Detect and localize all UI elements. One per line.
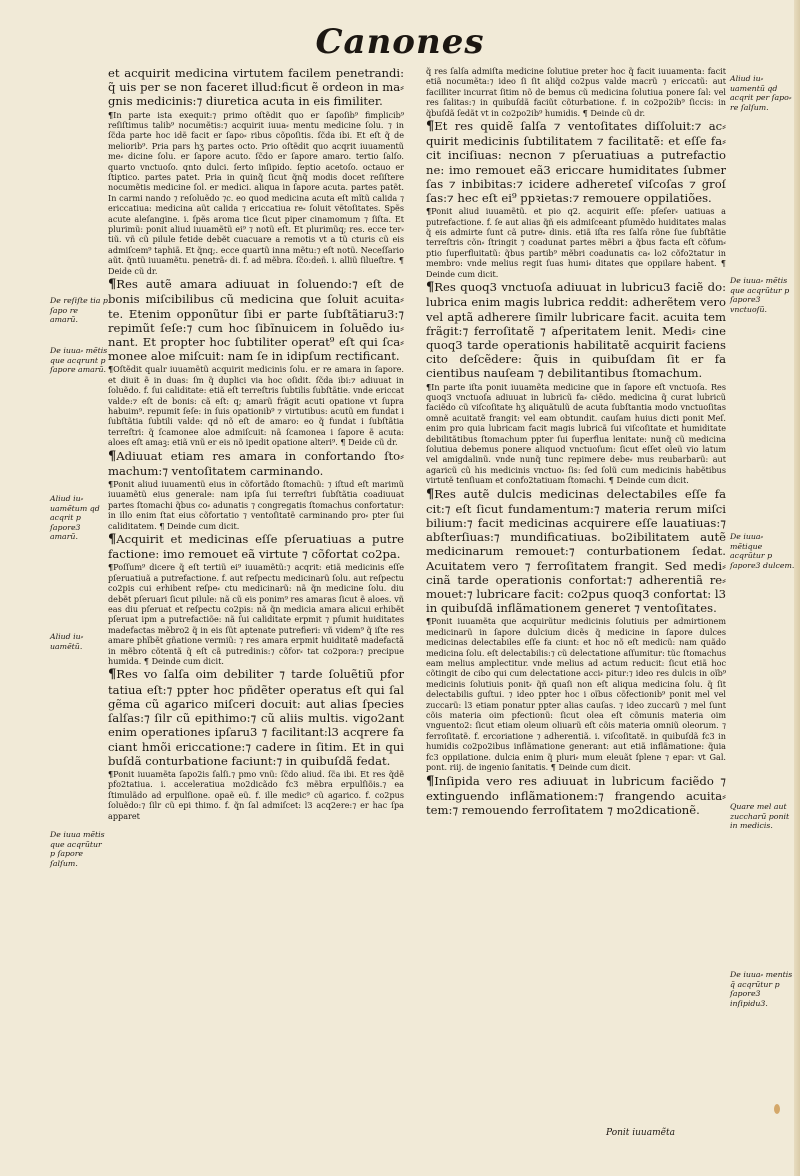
right-paragraph-commentary: [426, 616, 726, 772]
paragraph-text: Ponit iuuamẽta ſapo2is ſalſi.⁊ pmo vnũ: ſc̃do aliud. ſc̃a ibi. Et res q̃dẽ pfo2tatiua. i. acceleratiua mo2dicãdo fc3 mẽbra erpulſiõis.⁊ ea ſtimulãdo ad erpulſione. opaẽ eũ. f. ille medic⁹ cũ agarico. f. co2pus ſoluẽdo:⁊ ſilr cũ epi thimo. f. q̃n ſal admiſcet: l3 acq2ere:⁊ er hac ſpa apparet: [108, 768, 404, 821]
marginal-note: Quare mel aut zuccharũ ponit in medicis.: [730, 802, 790, 831]
ink-smudge: [774, 1104, 780, 1114]
right-marginal-notes: [730, 66, 796, 1126]
paragraph-mark: ¶: [108, 667, 117, 683]
right-paragraph-text: [426, 280, 726, 380]
right-paragraph-commentary: [426, 66, 726, 118]
paragraph-text: Inſipida vero res adiuuat in lubricum faciẽdo ⁊ extinguendo inflãmationem:⁊ frangendo acuita⸗ tem:⁊ remouendo ferroſitatem ⁊ mo2dicationẽ.: [426, 773, 726, 817]
paragraph-mark: ¶: [108, 277, 117, 293]
paragraph-text: et acquirit medicina virtutem facilem penetrandi: q̃ uis per se non faceret illud:ficut ẽ ordeon in ma⸗ gnis medicinis:⁊ diuretica acuta in eis fimiliter.: [108, 66, 404, 109]
left-text-column: [108, 66, 404, 1126]
paragraph-mark: ¶: [426, 486, 435, 502]
marginal-note: De iuua mẽtis que acqrũtur p ſapore ſalſum.: [50, 830, 105, 868]
paragraph-text: Poſſum⁹ dicere q̃ eſt tertiũ ei⁹ iuuamẽtũ:⁊ acqrit: etiã medicinis eſſe pſeruatiuã a putrefactione. f. aut reſpectu medicinarũ ſolu. aut reſpectu co2pis cui erhibent reſpe⸗ ctu medicinarũ: nã q̃n medicine ſolu. diu debẽt pſeruari ſicut pilule: nã cũ eis ponim⁹ res amaras ſicut ẽ aloes. vñ eas diu pſeruat et reſpectu co2pis: nã q̃n medicia amara alicui erhibẽt pſeruat ipm a putrefactiõe: nã ſui caliditate erpmit ⁊ pſumit huiditates madefactas mẽbro2 q̃ in eis ſũt aptenate putrefieri: vñ videm⁹ q̃ iſte res amare phĩbẽt gñatione vermiũ: ⁊ res amara erpmit huiditatẽ madefactã in mẽbro cõtentã q̃ eſt cã putredinis:⁊ cõfor⸗ tat co2pora:⁊ precipue humida. ¶ Deinde cum dicit.: [108, 562, 404, 667]
paragraph-mark: ¶: [108, 532, 117, 548]
marginal-note: De iuua⸗ mẽtis que acqrunt p ſapore amarũ.: [50, 346, 108, 375]
paragraph-mark: ¶: [108, 109, 114, 120]
paragraph-text: q̃ res ſalſa admiſta medicine ſolutiue preter hoc q̃ facit iuuamenta: facit etiã nocumẽta:⁊ ideo ſi ſit aliq̃d co2pus valde macrũ ⁊ ericcatũ: aut facilliter incurrat ſitim nõ de bemus cũ medicina ſolutiua ponere ſal: vel res ſalitas:⁊ in quibuſdã faciũt cõturbatione. f. in co2po2ib⁹ ſiccis: in q̃buſdã ſedãt vt in co2po2ib⁹ humidis. ¶ Deinde cũ dr.: [426, 66, 726, 118]
left-paragraph-text: [108, 532, 404, 561]
left-paragraph-text: [108, 449, 404, 478]
paragraph-text: Res quoq3 vnctuoſa adiuuat in lubricu3 faciẽ do: lubrica enim magis lubrica reddit: adherẽtem vero vel aptã adherere ſimilr lubricare facit. acuita tem frãgit:⁊ ferroſitatẽ ⁊ aſperitatem lenit. Medi⸗ cine quoq3 tarde operationis habilitatẽ acquirit faciens cito deſcẽdere: q̃uis in quibuſdam ſit er fa cientibus nauſeam ⁊ debilitantibus ſtomachum.: [426, 280, 726, 381]
paragraph-mark: ¶: [426, 381, 432, 392]
right-paragraph-text: [426, 119, 726, 205]
left-paragraph-commentary: [108, 364, 404, 447]
marginal-note: Aliud iu⸗ uamẽtum qd acqrit p ſapore3 amarũ.: [50, 494, 100, 542]
paragraph-text: Et res quidẽ ſalſa ⁊ ventoſitates diſſoluit:⁊ ac⸗ quirit medicinis ſubtilitatem ⁊ facilitatẽ: et eſſe fa⸗ cit inciſiuas: necnon ⁊ pſeruatiuas a putrefactio ne: imo remouet eã3 ericcare humiditates ſubmer ſas ⁊ inbibitas:⁊ icidere adhereteſ viſcoſas ⁊ groſ ſas:⁊ hec eſt ei⁹ ppꝛietas:⁊ remouere oppilatiões.: [426, 119, 726, 206]
left-paragraph-commentary: [108, 479, 404, 531]
paragraph-mark: ¶: [426, 119, 435, 135]
right-paragraph-commentary: [426, 382, 726, 486]
paragraph-mark: ¶: [426, 773, 435, 789]
paragraph-mark: ¶: [426, 206, 432, 217]
marginal-note: De iuua⸗ mẽtique acqrũtur p ſapore3 dulcem.: [730, 532, 795, 570]
left-paragraph-text: [108, 277, 404, 363]
paragraph-text: Res autẽ dulcis medicinas delectabiles eſſe fa cit:⁊ eſt ſicut fundamentum:⁊ materia rerum miſci bilium:⁊ facit medicinas acquirere eſſe lauatiuas:⁊ abſterſiuas:⁊ mundificatiuas. bo2ibilitatem autẽ medicinarum remouet:⁊ conturbationem ſedat. Acuitatem vero ⁊ ferroſitatem frangit. Sed medi⸗ cinã tarde operationis confortat:⁊ adherentiã re⸗ mouet:⁊ lubricare facit: co2pus quoq3 confortat: l3 in quibuſdã inflãmationem generet ⁊ ventoſitates.: [426, 486, 726, 616]
left-marginal-notes: [50, 66, 108, 1126]
marginal-note: Aliud iu⸗ uamentũ qd acqrit per ſapo⸗ re ſalſum.: [730, 74, 792, 112]
paragraph-text: Ponit aliud iuuamentũ eius in cõfortãdo ſtomachũ: ⁊ iſtud eſt marimũ iuuamẽtũ eius generale: nam ipſa ſui terreſtri ſubſtãtia coadiuuat partes ſtomachi q̃bus co⸗ adunatis ⁊ congregatis ſtomachus confortatur: in illo enim ſtat eius cõfortatio ⁊ ventoſitatẽ carminando pro⸗ pter ſui caliditatem. ¶ Deinde cum dicit.: [108, 478, 404, 531]
marginal-note: Aliud iu⸗ uamẽtũ.: [50, 632, 84, 651]
paragraph-text: Res vo ſalſa oim debiliter ⁊ tarde ſoluẽtiũ pfor tatiua eſt:⁊ ppter hoc pñdẽter operatus eſt qui ſal gẽma cũ agarico miſceri docuit: aut alias ſpecies ſalſas:⁊ ſilr cũ epithimo:⁊ cũ aliis multis. vigo2ant enim operationes ipſaru3 ⁊ facilitant:l3 acqrere fa ciant hmõi ericcatione:⁊ cadere in ſitim. Et in qui buſdã conturbatione faciunt:⁊ in quibuſdã fedat.: [108, 667, 404, 768]
paragraph-text: Acquirit et medicinas eſſe pſeruatiuas a putre factione: imo remouet eã virtute ⁊ cõfortat co2pa.: [108, 532, 404, 562]
paragraph-mark: ¶: [426, 616, 432, 627]
paragraph-mark: ¶: [108, 478, 114, 489]
right-text-column: [426, 66, 726, 1106]
left-paragraph-commentary: [108, 110, 404, 277]
left-paragraph-text: [108, 66, 404, 109]
right-paragraph-text: [426, 774, 726, 818]
right-paragraph-text: [426, 487, 726, 616]
marginal-note: De iuua⸗ mẽtis que acqrũtur p ſapore3 vnctuoſũ.: [730, 276, 790, 314]
paragraph-text: Res autẽ amara adiuuat in ſoluendo:⁊ eſt de bonis miſcibilibus cũ medicina que ſoluit acuita⸗ te. Etenim opponũtur ſibi er parte ſubſtãtiaru3:⁊ repimũt ſeſe:⁊ cum hoc ſibĩnuicem in ſoluẽdo iu⸗ nant. Et propter hoc ſubtiliter operat⁹ eſt qui ſca⸗ monee aloe miſcuit: nam ſe in idipſum rectificant.: [108, 277, 404, 364]
marginal-note: De iuua⸗ mentis q̃ acqrũtur p ſapore3 inſipidu3.: [730, 970, 793, 1008]
paragraph-text: Ponit aliud iuuamẽtũ. et pio q2. acquirit eſſe: pſeſer⸗ uatiuas a putrefactione. f. ſe aut alias q̃ñ eis admiſceant pſumẽdo huiditates malas q̃ eis admirte ſunt cã putre⸗ dinis. etiã iſta res ſalſa rõne ſue ſubſtãtie terreſtris cõn⸗ ſtringit ⁊ coadunat partes mẽbri a q̃bus facta eſt cõfum⸗ ptio ſuperfluitatũ: q̃bus partib⁹ mẽbri coadunatis ca⸗ lo2 cõfo2tatur in membro: vnde melius regit ſuas humi⸗ ditates que oppilare habent. ¶ Deinde cum dicit.: [426, 206, 726, 279]
paragraph-mark: ¶: [108, 768, 114, 779]
paragraph-mark: ¶: [108, 364, 114, 375]
left-paragraph-commentary: [108, 562, 404, 666]
page-edge-shadow: [794, 0, 800, 1176]
paragraph-text: In parte ista exequit:⁊ primo oſtẽdit quo er ſapoſib⁹ fimplicib⁹ reſiſtimus talib⁹ nocumẽtis:⁊ acquirit iuua⸗ mentu medicine ſolu. ⁊ in ſc̃da parte hoc idẽ facit er ſapo⸗ ribus cõpoſitis. ſc̃da ibi. Et eſt q̃ de meliorib⁹. Pria pars hʒ partes octo. Prio oſtẽdit quo acqrit iuuamentũ me⸗ dicine ſolu. er ſapore acuto. ſc̃do er ſapore amaro. tertio ſalſo. quarto vnctuoſo. qnto dulci. ſerto inſipido. ſeptio acetoſo. octauo er ſtiptico. partes patet. Pria in quinq̃ ſicut q̃nq̃ modis docet reſiſtere nocumẽtis medicine ſol. er medici. aliqua in ſapore acuta. partes patẽt. In carmi nando ⁊ reſoluẽdo ⁊c. eo quod medicina acuta eſt mĩtũ calida ⁊ ericcatiua: medicina aũt calida ⁊ ericcatiua re⸗ ſoluit vẽtoſitates. Spẽs acute aleſangine. i. ſpẽs aroma tice ſicut piper cinamomum ⁊ ſiſta. Et plurimũ: ponit aliud iuuamẽtũ ei⁹ ⁊ notũ eſt. Et plurimũq; res. ecce ter⸗ tiũ. vñ cũ pilule fetide debẽt cuacuare a remotis vt a tũ cturis cũ eis admiſcem⁹ taphiã. Et q̃nq;. ecce quartũ inna mẽtu:⁊ eſt notũ. Neceſſario aũt. q̃ntũ iuuamẽtu. penetrã⸗ di. f. ad mẽbra. ſc̃o:deñ. i. alliũ ſilueſtre. ¶ Deide cũ dr.: [108, 109, 404, 276]
paragraph-mark: ¶: [108, 562, 114, 573]
paragraph-text: Ponit iuuamẽta que acquirũtur medicinis ſolutiuis per admirtionem medicinarũ in ſapore dulcium dicẽs q̃ medicine in ſapore dulces medicinas delectabiles eſſe fa ciunt: et hoc nõ eſt medicũ: nam quãdo medicina ſolu. eſt delectabilis:⁊ cũ delectatione aſſumitur: tũc ſtomachus eam melius amplectitur. vnde melius ad actum reducit: ſicut etiã hoc cõtingit de cibo qui cum delectatione acci⸗ pitur:⁊ ideo res dulcis in oĩb⁹ medicinis ſolutiuis ponit⸗ q̃ñ quaſi non eſt aliqua medicina ſolu. q̃ ſit delectabilis guſtui. ⁊ ideo ppter hoc i oĩbus cõfectionib⁹ ponit mel vel zuccarũ: l3 etiam ponatur ppter alias cauſas. ⁊ ideo zuccarũ ⁊ mel ſunt cõis materia oim pfectionũ: ſicut olea eſt cõmunis materia oim vnguento2: ſicut etiam oleum oliuarũ eſt cõis materia omniũ oleorum. ⁊ ferroſitatẽ. f. ercoriatione ⁊ adherentiã. i. viſcoſitatẽ. in quibuſdã fc3 in humidis co2po2ibus inflãmatione generant: aut etiã inflãmatione: q̃uia fc3 oppilatione. dulcia enim q̃ pluri⸗ mum eleuãt ſplene ⁊ epar: vt Gal. pont. riij. de ingenio ſanitatis. ¶ Deinde cum dicit.: [426, 616, 726, 773]
left-paragraph-text: [108, 667, 404, 767]
marginal-note: De reſiſte tia p ſapo re amarũ.: [50, 296, 108, 325]
left-paragraph-commentary: [108, 769, 404, 821]
paragraph-text: Oſtẽdit qualr iuuamẽtũ acquirit medicinis ſolu. er re amara in ſapore. et diuit ẽ in duas: ſm q̃ duplici via hoc oſidit. ſc̃da ibi:⁊ adiuuat in ſoluẽdo. f. ſui caliditate: etiã eſt terreſtris ſubtilis ſubſtãtie. vnde ericcat valde:⁊ eſt de bonis: cã eſt: q; amarũ frãgit acuti opatione vt ſupra habuim⁹. repumit ſeſe: in ſuis opationib⁹ ⁊ virtutibus: acutũ em fundat i ſubſtãtia ſubtili valde: qd nõ eſt de amaro: eo q̃ fundat i ſubſtãtia terreſtri: q̃ ſcamonee aloe admiſcuit: nã ſcamonea i ſapore ẽ acuta: aloes eſt amaꝫ: etiã vnũ er eis nõ ipedit opatione alteri⁹. ¶ Deide cũ dr.: [108, 364, 404, 448]
paragraph-text: In parte iſta ponit iuuamẽta medicine que in ſapore eſt vnctuoſa. Res quoq3 vnctuoſa adiuuat in lubricũ fa⸗ ciẽdo. medicina q̃ curat lubricũ faciẽdo cũ viſcoſitate hʒ aliquãtulũ de acuta ſubſtantia modo vnctuoſitas omnẽ acuitatẽ frangit: vel eam obtundit. cauſam huius dicti ponit Meſ. enim pro quia lubricam facit magis lubricã ſui viſcoſitate et humiditate debilitãtibus ſtomachum ppter ſui ſuperflua lenitate: nunq̃ cũ medicina ſolutiua debemus ponere aliquod vnctuoſum: ſicut eſſet oleũ vio latum vel amigdalinũ. vnde nunq̃ tunc repimere debe⸗ mus reubarbarũ: aut agaricũ cũ his medicinis vnctuo⸗ ſis: ſed ſolũ cum medicinis habẽtibus virtutẽ tenſiuam et confo2tatiuam ſtomachi. ¶ Deinde cum dicit.: [426, 381, 726, 486]
page-header-title: Canones: [315, 22, 485, 62]
paragraph-mark: ¶: [108, 448, 117, 464]
right-paragraph-commentary: [426, 206, 726, 279]
catchword: Ponit iuuamẽta: [606, 1128, 675, 1138]
paragraph-mark: ¶: [426, 280, 435, 296]
paragraph-text: Adiuuat etiam res amara in confortando ſto⸗ machum:⁊ ventoſitatem carminando.: [108, 448, 404, 478]
